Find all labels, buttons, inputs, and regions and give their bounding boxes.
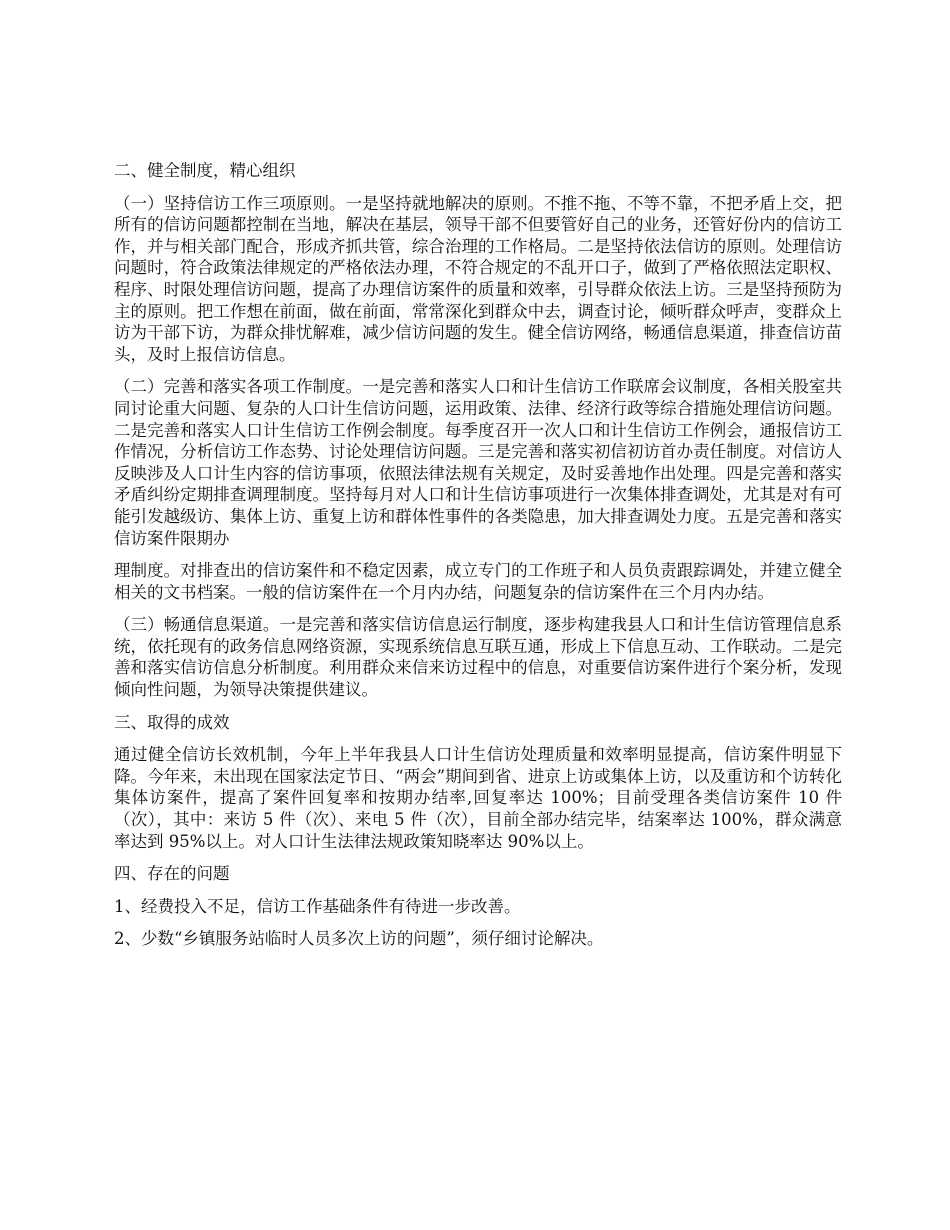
section-heading-4: 四、存在的问题 — [114, 864, 230, 884]
paragraph-information-channels: （三）畅通信息渠道。一是完善和落实信访信息运行制度，逐步构建我县人口和计生信访管理信息系统，依托现有的政务信息网络资源，实现系统信息互联互通，形成上下信息互动、工作联动。二是完善和落实信访信息分析制度。利用群众来信来访过程中的信息，对重要信访案件进行个案分析，发现倾向性问题，为领导决策提供建议。 — [114, 615, 842, 700]
section-heading-2: 二、健全制度，精心组织 — [114, 161, 296, 180]
paragraph-systems: （二）完善和落实各项工作制度。一是完善和落实人口和计生信访工作联席会议制度，各相关股室共同讨论重大问题、复杂的人口计生信访问题，运用政策、法律、经济行政等综合措施处理信访问题。二是完善和落实人口计生信访工作例会制度。每季度召开一次人口和计生信访工作例会，通报信访工作情况，分析信访工作态势、讨论处理信访问题。三是完善和落实初信初访首办责任制度。对信访人反映涉及人口计生内容的信访事项，依照法律法规有关规定，及时妥善地作出处理。四是完善和落实矛盾纠纷定期排查调理制度。坚持每月对人口和计生信访事项进行一次集体排查调处，尤其是对有可能引发越级访、集体上访、重复上访和群体性事件的各类隐患，加大排查调处力度。五是完善和落实信访案件限期办 — [114, 377, 842, 548]
paragraph-results: 通过健全信访长效机制，今年上半年我县人口计生信访处理质量和效率明显提高，信访案件明显下降。今年来，未出现在国家法定节日、“两会”期间到省、进京上访或集体上访，以及重访和个访转化集体访案件，提高了案件回复率和按期办结率,回复率达 100%；目前受理各类信访案件 10 件（次），其中：来访 5 件（次）、来电 5 件（次），目前全部办结完毕，结案率达 100%，群众满意率达到 95%以上。对人口计生法律法规政策知晓率达 90%以上。 — [114, 745, 842, 851]
list-item-problem-2: 2、少数“乡镇服务站临时人员多次上访的问题”，须仔细讨论解决。 — [114, 929, 604, 949]
list-item-problem-1: 1、经费投入不足，信访工作基础条件有待进一步改善。 — [114, 896, 521, 916]
document-body — [114, 160, 842, 961]
paragraph-principles: （一）坚持信访工作三项原则。一是坚持就地解决的原则。不推不拖、不等不靠，不把矛盾上交，把所有的信访问题都控制在当地，解决在基层，领导干部不但要管好自己的业务，还管好份内的信访工作，并与相关部门配合，形成齐抓共管，综合治理的工作格局。二是坚持依法信访的原则。处理信访问题时，符合政策法律规定的严格依法办理，不符合规定的不乱开口子，做到了严格依照法定职权、程序、时限处理信访问题，提高了办理信访案件的质量和效率，引导群众依法上访。三是坚持预防为主的原则。把工作想在前面，做在前面，常常深化到群众中去，调查讨论，倾听群众呼声，变群众上访为干部下访，为群众排忧解难，减少信访问题的发生。健全信访网络，畅通信息渠道，排查信访苗头，及时上报信访信息。 — [114, 193, 842, 364]
section-heading-3: 三、取得的成效 — [114, 712, 230, 732]
paragraph-systems-continued: 理制度。对排查出的信访案件和不稳定因素，成立专门的工作班子和人员负责跟踪调处，并建立健全相关的文书档案。一般的信访案件在一个月内办结，问题复杂的信访案件在三个月内办结。 — [114, 561, 842, 602]
